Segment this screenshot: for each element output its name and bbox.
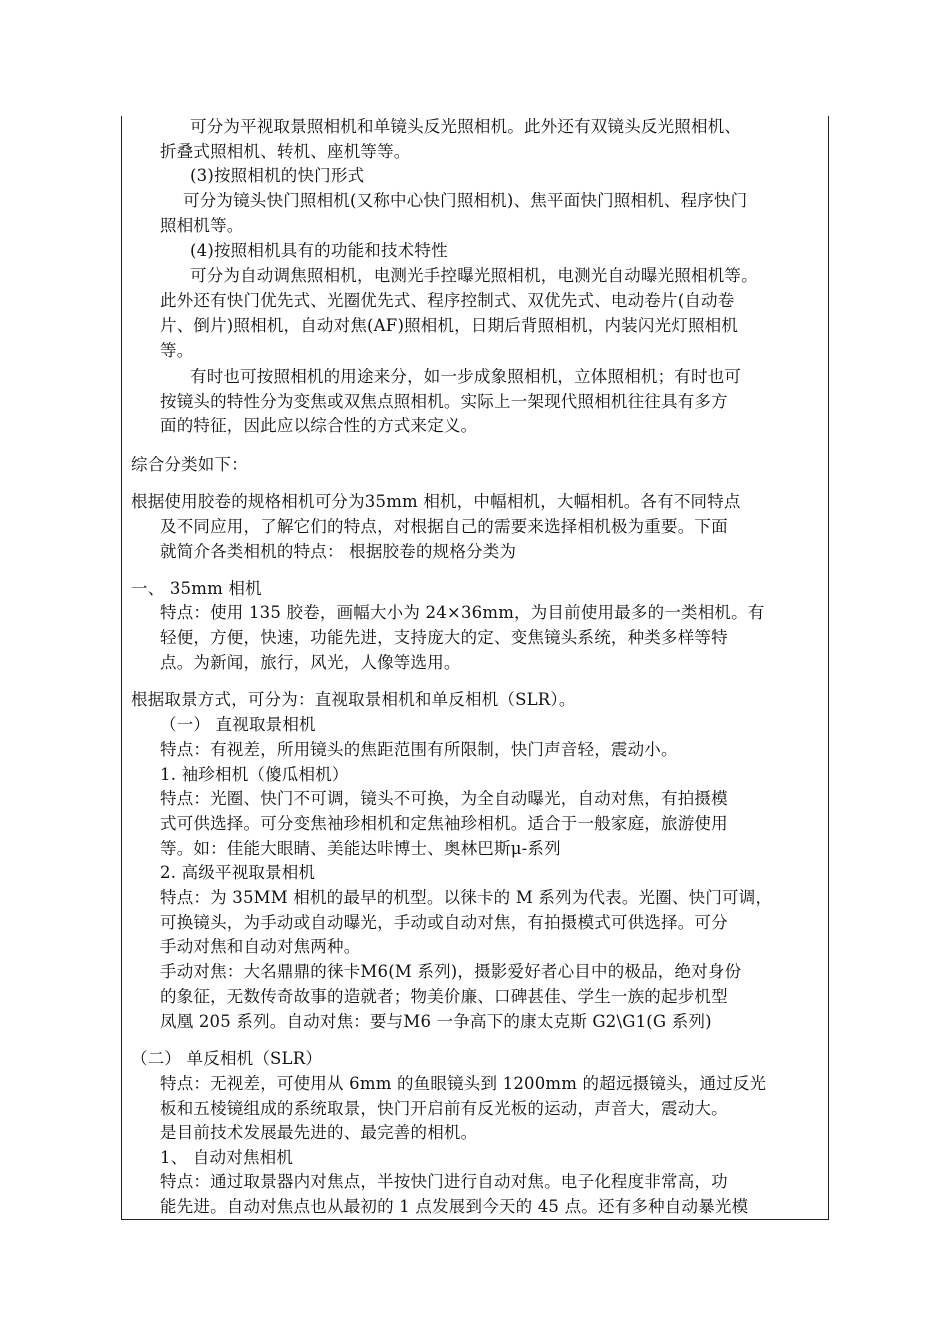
- text-line: 凤凰 205 系列。自动对焦：要与M6 一争高下的康太克斯 G2\G1(G 系列): [160, 1012, 712, 1031]
- text-line: 特点：无视差，可使用从 6mm 的鱼眼镜头到 1200mm 的超远摄镜头，通过反光: [160, 1074, 767, 1093]
- text-line: 综合分类如下：: [131, 455, 248, 474]
- text-line: 轻便，方便，快速，功能先进，支持庞大的定、变焦镜头系统，种类多样等特: [160, 628, 728, 647]
- text-line: 特点：光圈、快门不可调，镜头不可换，为全自动曝光，自动对焦，有拍摄模: [160, 789, 728, 808]
- text-line: 能先进。自动对焦点也从最初的 1 点发展到今天的 45 点。还有多种自动暴光模: [160, 1197, 749, 1216]
- text-line: (3)按照相机的快门形式: [190, 166, 365, 185]
- text-line: 是目前技术发展最先进的、最完善的相机。: [160, 1123, 478, 1142]
- text-line: 特点：有视差，所用镜头的焦距范围有所限制，快门声音轻，震动小。: [160, 740, 678, 759]
- section-heading: 一、 35mm 相机: [131, 579, 262, 598]
- text-line: (4)按照相机具有的功能和技术特性: [190, 241, 448, 260]
- text-line: 根据取景方式，可分为：直视取景相机和单反相机（SLR）。: [131, 690, 576, 709]
- text-line: 按镜头的特性分为变焦或双焦点照相机。实际上一架现代照相机往往具有多方: [160, 392, 728, 411]
- text-line: 的象征，无数传奇故事的造就者；物美价廉、口碑甚佳、学生一族的起步机型: [160, 987, 728, 1006]
- section-heading: （二） 单反相机（SLR）: [131, 1049, 323, 1068]
- text-line: 式可供选择。可分变焦袖珍相机和定焦袖珍相机。适合于一般家庭，旅游使用: [160, 814, 728, 833]
- text-line: 此外还有快门优先式、光圈优先式、程序控制式、双优先式、电动卷片(自动卷: [160, 291, 735, 310]
- text-line: 照相机等。: [160, 216, 244, 235]
- text-line: 折叠式照相机、转机、座机等等。: [160, 142, 411, 161]
- text-line: 手动对焦：大名鼎鼎的徕卡M6(M 系列)，摄影爱好者心目中的极品，绝对身份: [160, 962, 742, 981]
- text-line: 等。: [160, 341, 194, 360]
- text-line: 板和五棱镜组成的系统取景，快门开启前有反光板的运动，声音大，震动大。: [160, 1099, 728, 1118]
- text-line: 特点：通过取景器内对焦点，半按快门进行自动对焦。电子化程度非常高，功: [160, 1172, 728, 1191]
- text-line: 可分为平视取景照相机和单镜头反光照相机。此外还有双镜头反光照相机、: [190, 117, 742, 136]
- text-line: 手动对焦和自动对焦两种。: [160, 937, 361, 956]
- text-line: 等。如：佳能大眼睛、美能达咔博士、奥林巴斯μ-系列: [160, 839, 561, 858]
- text-line: 及不同应用，了解它们的特点，对根据自己的需要来选择相机极为重要。下面: [160, 517, 728, 536]
- text-line: 面的特征，因此应以综合性的方式来定义。: [160, 416, 478, 435]
- text-line: 可分为镜头快门照相机(又称中心快门照相机)、焦平面快门照相机、程序快门: [183, 191, 748, 210]
- text-line: 2. 高级平视取景相机: [160, 863, 316, 882]
- section-heading: （一） 直视取景相机: [160, 715, 316, 734]
- text-line: 根据使用胶卷的规格相机可分为35mm 相机，中幅相机，大幅相机。各有不同特点: [131, 492, 741, 511]
- text-line: 特点：为 35MM 相机的最早的机型。以徕卡的 M 系列为代表。光圈、快门可调，: [160, 888, 773, 907]
- text-line: 特点：使用 135 胶卷，画幅大小为 24×36mm，为目前使用最多的一类相机。有: [160, 603, 765, 622]
- text-line: 有时也可按照相机的用途来分，如一步成象照相机，立体照相机；有时也可: [190, 367, 742, 386]
- section-heading: 1、 自动对焦相机: [160, 1148, 294, 1167]
- text-line: 可分为自动调焦照相机，电测光手控曝光照相机，电测光自动曝光照相机等。: [190, 266, 758, 285]
- text-line: 就简介各类相机的特点： 根据胶卷的规格分类为: [160, 542, 517, 561]
- text-line: 1. 袖珍相机（傻瓜相机）: [160, 765, 349, 784]
- text-line: 片、倒片)照相机，自动对焦(AF)照相机，日期后背照相机，内装闪光灯照相机: [160, 316, 739, 335]
- text-line: 点。为新闻，旅行，风光，人像等选用。: [160, 653, 461, 672]
- text-line: 可换镜头，为手动或自动曝光，手动或自动对焦，有拍摄模式可供选择。可分: [160, 913, 728, 932]
